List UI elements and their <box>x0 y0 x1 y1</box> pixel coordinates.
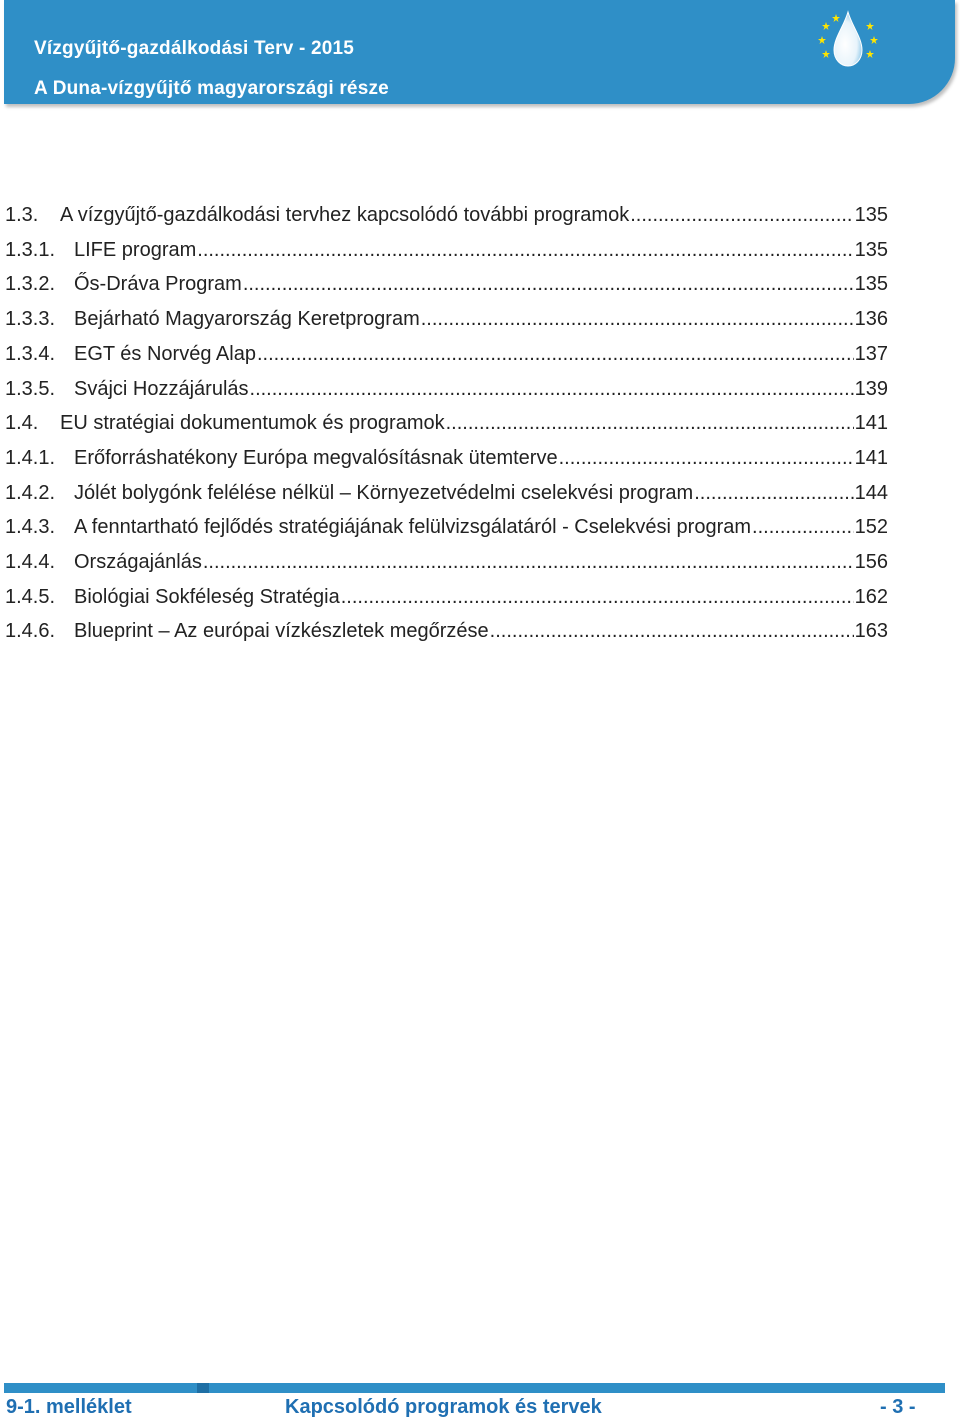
toc-entry[interactable] <box>5 509 888 539</box>
toc-page-number: 141 <box>854 446 888 469</box>
toc-number: 1.4. <box>5 412 39 435</box>
toc-title: Svájci Hozzájárulás <box>74 377 249 400</box>
toc-page-number: 139 <box>854 377 888 400</box>
toc-title: Jólét bolygónk felélése nélkül – Környezetvédelmi cselekvési program <box>74 481 694 504</box>
toc-entry[interactable] <box>5 475 888 505</box>
footer-divider <box>4 1383 945 1393</box>
toc-leader <box>250 377 854 401</box>
toc-number: 1.3.5. <box>5 377 56 400</box>
footer-annex-label: 9-1. melléklet <box>6 1396 132 1418</box>
toc-title: A vízgyűjtő-gazdálkodási tervhez kapcsolódó további programok <box>60 204 630 226</box>
toc-title: Bejárható Magyarország Keretprogram <box>74 308 420 331</box>
toc-leader <box>243 272 854 296</box>
toc-number: 1.4.3. <box>5 516 56 539</box>
toc-number: 1.3.4. <box>5 342 56 365</box>
water-drop-logo-icon <box>812 8 884 74</box>
toc-page-number: 162 <box>854 585 888 608</box>
toc-number: 1.4.1. <box>5 446 56 469</box>
toc-page-number: 137 <box>854 342 888 365</box>
toc-number: 1.3.2. <box>5 273 56 296</box>
toc-title: Erőforráshatékony Európa megvalósításnak ütemterve <box>74 446 558 469</box>
toc-leader <box>694 481 853 505</box>
toc-leader <box>490 619 854 643</box>
toc-page-number: 135 <box>854 238 888 261</box>
toc-leader <box>203 550 854 574</box>
toc-entry[interactable] <box>5 266 888 296</box>
toc-page-number: 135 <box>854 204 888 226</box>
toc-entry[interactable] <box>5 336 888 366</box>
toc-title: Országajánlás <box>74 551 202 573</box>
toc-number: 1.3.1. <box>5 238 56 261</box>
toc-leader <box>630 203 853 227</box>
toc-entry[interactable] <box>5 301 888 331</box>
toc-entry[interactable] <box>5 579 888 609</box>
toc-entry[interactable] <box>5 405 888 435</box>
header-subtitle: A Duna-vízgyűjtő magyarországi része <box>34 78 389 99</box>
toc-page-number: 135 <box>854 273 888 296</box>
page-header <box>4 0 955 104</box>
toc-page-number: 144 <box>854 481 888 504</box>
toc-number: 1.3. <box>5 204 39 226</box>
toc-page-number: 141 <box>854 412 888 435</box>
toc-title: Ős-Dráva Program <box>74 273 242 296</box>
toc-number: 1.4.4. <box>5 551 56 573</box>
toc-entry[interactable] <box>5 232 888 262</box>
toc-leader <box>341 585 854 609</box>
toc-page-number: 136 <box>854 308 888 331</box>
toc-title: EGT és Norvég Alap <box>74 342 256 365</box>
toc-number: 1.3.3. <box>5 308 56 331</box>
toc-leader <box>446 411 854 435</box>
toc-leader <box>197 238 853 262</box>
toc-title: EU stratégiai dokumentumok és programok <box>60 412 445 435</box>
toc-title: Biológiai Sokféleség Stratégia <box>74 585 340 608</box>
footer-section-title: Kapcsolódó programok és tervek <box>285 1396 602 1418</box>
toc-title: A fenntartható fejlődés stratégiájának felülvizsgálatáról - Cselekvési program <box>74 516 752 539</box>
header-title: Vízgyűjtő-gazdálkodási Terv - 2015 <box>34 38 355 59</box>
footer-divider-notch <box>197 1383 209 1393</box>
toc-title: Blueprint – Az európai vízkészletek megőrzése <box>74 620 489 643</box>
toc-leader <box>559 446 854 470</box>
toc-leader <box>421 307 854 331</box>
toc-entry[interactable] <box>5 613 888 643</box>
toc-entry[interactable] <box>5 197 888 227</box>
toc-title: LIFE program <box>74 238 197 261</box>
toc-leader <box>257 342 854 366</box>
footer-page-number: - 3 - <box>880 1396 916 1418</box>
toc-page-number: 163 <box>854 620 888 643</box>
toc-page-number: 156 <box>854 551 888 573</box>
toc-number: 1.4.2. <box>5 481 56 504</box>
toc-leader <box>752 515 854 539</box>
toc-number: 1.4.5. <box>5 585 56 608</box>
toc-entry[interactable] <box>5 544 888 574</box>
toc-entry[interactable] <box>5 371 888 401</box>
toc-number: 1.4.6. <box>5 620 56 643</box>
toc-entry[interactable] <box>5 440 888 470</box>
toc-page-number: 152 <box>854 516 888 539</box>
